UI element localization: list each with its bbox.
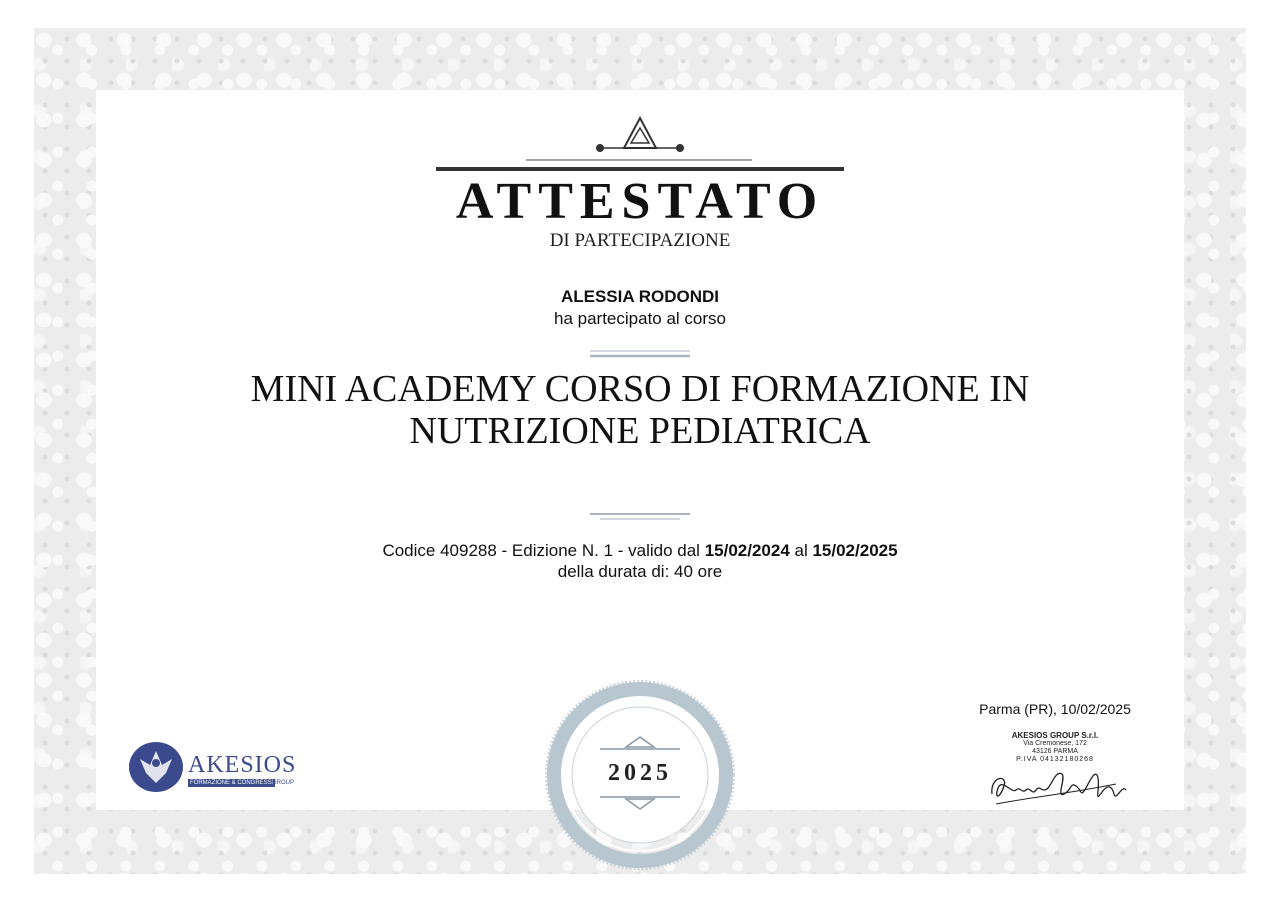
logo-group: GROUP <box>272 780 295 786</box>
company-stamp <box>990 732 1120 764</box>
seal-year: 2025 <box>608 760 672 786</box>
course-title-line2: NUTRIZIONE PEDIATRICA <box>409 410 871 452</box>
course-title <box>160 368 1120 452</box>
course-duration: della durata di: 40 ore <box>557 562 723 581</box>
stamp-vat: P.IVA 04132180268 <box>1016 756 1094 763</box>
course-title-line1: MINI ACADEMY CORSO DI FORMAZIONE IN <box>250 368 1030 410</box>
header-ornament <box>430 112 850 176</box>
participation-text: ha partecipato al corso <box>554 309 726 328</box>
stamp-address: Via Cremonese, 172 <box>1023 740 1087 747</box>
recipient-name: ALESSIA RODONDI <box>560 287 720 306</box>
stamp-company: AKESIOS GROUP S.r.l. <box>1011 731 1099 740</box>
logo-name: AKESIOS <box>188 752 297 778</box>
akesios-logo-emblem <box>128 741 184 793</box>
logo-tagline: FORMAZIONE & CONGRESSI <box>190 780 274 786</box>
handwritten-signature <box>986 764 1134 814</box>
valid-to-date: 15/02/2025 <box>812 541 898 560</box>
certificate-subtitle: DI PARTECIPAZIONE <box>549 230 731 251</box>
course-code-line <box>0 541 1280 561</box>
code-middle-text: al <box>789 541 813 560</box>
place-and-date: Parma (PR), 10/02/2025 <box>979 701 1131 717</box>
divider-bottom <box>588 509 692 523</box>
valid-from-date: 15/02/2024 <box>704 541 790 560</box>
certificate-title: ATTESTATO <box>455 173 825 230</box>
divider-top <box>588 348 692 360</box>
stamp-city: 43126 PARMA <box>1032 748 1078 755</box>
course-code-text: Codice 409288 - Edizione N. 1 - valido dal <box>382 541 705 560</box>
